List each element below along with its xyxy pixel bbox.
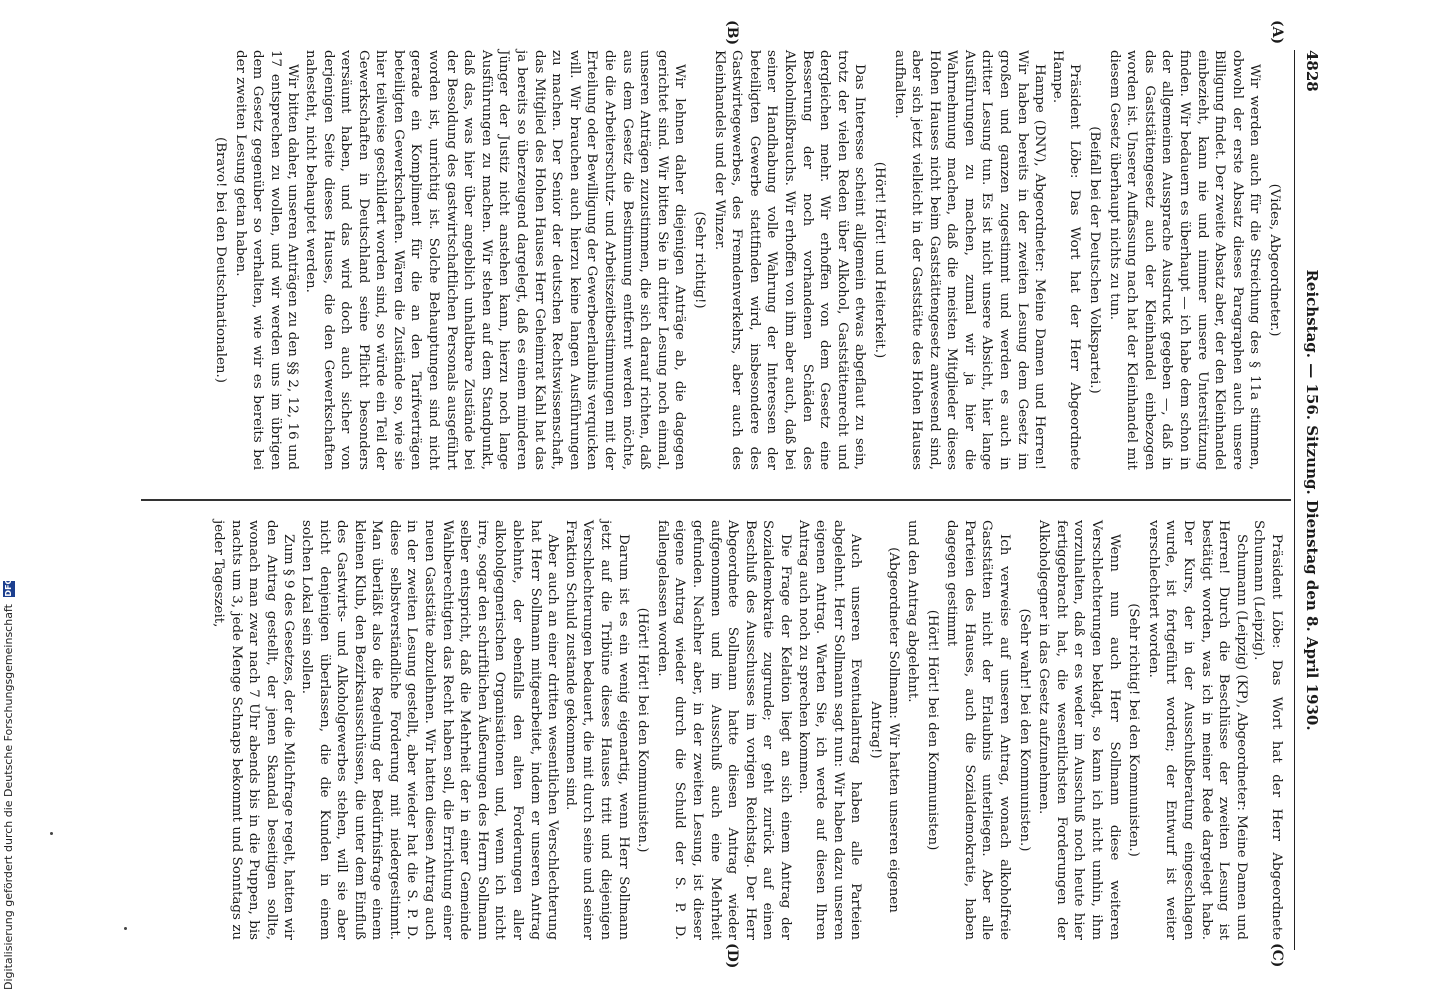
rotated-page-content bbox=[115, 20, 1325, 969]
president-line: Präsident Löbe: Das Wort hat der Herr Abgeordnete Hampe. bbox=[1049, 50, 1083, 470]
interjection: (Abgeordneter Sollmann: Wir hatten unseren eigenen Antrag!) bbox=[867, 547, 901, 913]
interjection: (Sehr wahr! bei den Kommunisten.) bbox=[1016, 608, 1032, 852]
interjection: (Bravo! bei den Deutschnationalen.) bbox=[212, 136, 228, 384]
paragraph: Zum § 9 des Gesetzes, der die Milchfrage regelt, hatten wir den Antrag gestellt, der jenen Skandal beseitigen sollte, wonach man zwar nach 7 Uhr abends bis in die Puppen, bis nachts um 3, jede Menge Schnaps bekommt und Sonntags zu jeder Tageszeit, bbox=[210, 520, 297, 940]
margin-marker-a: (A) bbox=[1269, 20, 1285, 45]
scan-speck bbox=[50, 832, 53, 835]
interjection: (Sehr richtig!) bbox=[692, 211, 707, 309]
paragraph: Das Interesse scheint allgemein etwas abgeflaut zu sein, trotz der vielen Reden über Alkohol, Gaststättenrecht und dergleichen mehr. Wir erhoffen von dem Gesetz eine Besserung der noch vorhandenen Schäden des Alkoholmißbrauchs. Wir erhoffen von ihm aber auch, daß bei seiner Handhabung volle Wahrung der Interessen der beteiligten Gewerbe stattfinden wird, insbesondere des Gastwirtegewerbes, des Fremdenverkehrs, aber auch des Kleinhandels und der Winzer. bbox=[711, 50, 868, 470]
speaker-continuation: (Vides, Abgeordneter.) bbox=[1267, 183, 1282, 337]
paragraph: Die Frage der Kelation liegt an sich einem Antrag der Sozialdemokratie zugrunde; er geht zurück auf einen Beschluß des Ausschusses im vorigen Reichstag. Der Herr Abgeordnete Sollmann hatte diesen Antrag wieder aufgenommen und im Ausschuß auch eine Mehrheit gefunden. Nachher aber, in der zweiten Lesung, ist dieser eigene Antrag wieder durch die Schuld der S. P. D. fallengelassen worden. bbox=[654, 520, 793, 940]
paragraph: Ich verweise auf unseren Antrag, wonach alkoholfreie Gaststätten nicht der Erlaubnis unterliegen. Aber alle Parteien des Hauses, auch die Sozialdemokratie, haben dagegen gestimmt bbox=[944, 520, 1013, 940]
paragraph: Darum ist es ein wenig eigenartig, wenn Herr Sollmann jetzt auf die Tribüne dieses Hauses tritt und diejenigen Verschlechterungen bedauert, die mit durch seine und seiner Fraktion Schuld zustande gekommen sind. bbox=[562, 520, 631, 940]
right-column bbox=[209, 520, 1285, 940]
paragraph: Wir lehnen daher diejenigen Anträge ab, die dagegen gerichtet sind. Wir bitten Sie in dritter Lesung noch einmal, unseren Anträgen zuzustimmen, die sich darauf richten, daß aus dem Gesetz die Bestimmung entfernt werden möchte, die die Arbeiterschutz- und Arbeitszeitbestimmungen mit der Erteilung oder Bewilligung der Gewerbeerlaubnis verquicken will. Wir brauchen auch hierzu keine langen Ausführungen zu machen. Der Senior der deutschen Rechtswissenschaft, das Mitglied des Hohen Hauses Herr Geheimrat Kahl hat das ja bereits so überzeugend dargelegt, daß es einem minderen Jünger der Justiz nicht anstehen kann, hierzu noch lange Ausführungen zu machen. Wir stehen auf dem Standpunkt, daß das, was hier über angeblich unhaltbare Zustände bei der Besoldung des gastwirtschaftlichen Personals ausgeführt worden ist, unrichtig ist. Solche Behauptungen sind nicht gerade ein Kompliment für die an den Tarifverträgen beteiligten Gewerkschaften. Wären die Zustände so, wie sie hier teilweise geschildert worden sind, so würde ein Teil der Gewerkschaften in Deutschland seine Pflicht besonders versäumt haben, und das wird doch auch sicher von derjenigen Seite dieses Hauses, die den Gewerkschaften nahesteht, nicht behauptet werden. bbox=[302, 50, 688, 470]
digitization-note bbox=[2, 560, 20, 990]
left-column bbox=[209, 50, 1285, 470]
interjection: (Hört! Hört! bei den Kommunisten) bbox=[924, 609, 940, 851]
column-divider bbox=[141, 499, 1291, 501]
paragraph: Aber auch an einer dritten wesentlichen Verschlechterung hat Herr Sollmann mitgearbeitet, indem er unseren Antrag ablehnte, der ebenfalls den alten Forderungen aller alkoholgegnerischen Organisationen und, wenn ich nicht irre, sogar den schriftlichen Äußerungen des Herrn Sollmann selber entspricht, daß die Mehrheit der in einer Gemeinde Wahlberechtigten das Recht haben soll, die Errichtung einer neuen Gaststätte abzulehnen. Wir hatten diesen Antrag auch in der zweiten Lesung gestellt, aber wieder hat die S. P. D. diese selbstverständliche Forderung mit niedergestimmt. Man überläßt also die Regelung der Bedürfnisfrage einem kleinen Klub, den Bezirksausschüssen, die unter dem Einfluß des Gastwirts- und Alkoholgewerbes stehen, will sie aber nicht denjenigen überlassen, die die Kunden in einem solchen Lokal sein sollen. bbox=[298, 520, 561, 940]
digitization-text: Digitalisierung gefördert durch die Deutsche Forschungsgemeinschaft bbox=[2, 604, 15, 990]
margin-marker-d: (D) bbox=[724, 943, 740, 969]
paragraph: und den Antrag abgelehnt. bbox=[905, 520, 921, 703]
paragraph: Auch unseren Eventualantrag haben alle Parteien abgelehnt. Herr Sollmann sagt nun: Wir haben dazu unseren eigenen Antrag. Warten Sie, ich werde auf diesen Ihren Antrag auch noch zu sprechen kommen. bbox=[795, 520, 864, 940]
dfg-logo-icon: DFG bbox=[4, 577, 13, 597]
scan-speck bbox=[124, 927, 127, 930]
paragraph: Wir bitten daher, unseren Anträgen zu den §§ 2, 12, 16 und 17 entsprechen zu wollen, und wir werden uns im übrigen dem Gesetz gegenüber so verhalten, wie wir es bereits bei der zweiten Lesung getan haben. bbox=[232, 50, 301, 470]
interjection: (Hört! Hört! und Heiterkeit.) bbox=[871, 161, 887, 359]
page-number: 4828 bbox=[1303, 50, 1321, 92]
interjection: (Beifall bei der Deutschen Volkspartei.) bbox=[1087, 126, 1103, 394]
margin-marker-c: (C) bbox=[1269, 943, 1285, 968]
interjection: (Hört! Hört! bei den Kommunisten.) bbox=[635, 607, 651, 853]
page-header bbox=[1294, 50, 1325, 950]
interjection: (Sehr richtig! bei den Kommunisten.) bbox=[1126, 603, 1142, 857]
speech-paragraph: Hampe (DNV), Abgeordneter: Meine Damen und Herren! Wir haben bereits in der zweiten Lesung dem Gesetz im großen und ganzen zugestimmt und werden es auch in dritter Lesung tun. Es ist nicht unsere Absicht, hier lange Ausführungen zu machen, zumal wir ja hier die Wahrnehmung machen, daß die meisten Mitglieder dieses Hohen Hauses nicht beim Gaststättengesetz anwesend sind, aber sich jetzt vielleicht in der Gaststätte des Hohen Hauses aufhalten. bbox=[891, 50, 1048, 470]
speech-paragraph: Schumann (Leipzig) (KP), Abgeordneter: Meine Damen und Herren! Durch die Beschlüsse der zweiten Lesung ist bestätigt worden, was ich in meiner Rede dargelegt habe. Der Kurs, der in der Ausschußberatung eingeschlagen wurde, ist fortgeführt worden; der Entwurf ist weiter verschlechtert worden. bbox=[1145, 520, 1249, 940]
page-title: Reichstag. — 156. Sitzung. Dienstag den 8. April 1930. bbox=[1303, 269, 1321, 731]
paragraph: Wir werden auch für die Streichung des § 11a stimmen, obwohl der erste Absatz dieses Paragraphen auch unsere Billigung findet. Der zweite Absatz aber, der den Kleinhandel einbezieht, kann nie und nimmer unsere Unterstützung finden. Wir bedauern es überhaupt — ich habe dem schon in der allgemeinen Aussprache Ausdruck gegeben —, daß in das Gaststättengesetz auch der Kleinhandel einbezogen worden ist. Unserer Auffassung nach hat der Kleinhandel mit diesem Gesetz überhaupt nichts zu tun. bbox=[1106, 50, 1263, 470]
president-line: Präsident Löbe: Das Wort hat der Herr Abgeordnete Schumann (Leipzig). bbox=[1251, 520, 1284, 940]
paragraph: Wenn nun auch Herr Sollmann diese weiteren Verschlechterungen beklagt, so kann ich nicht umhin, ihm vorzuhalten, daß er es weder im Ausschuß noch heute hier fertiggebracht hat, die wesentlichsten Forderungen der Alkoholgegner in das Gesetz aufzunehmen. bbox=[1036, 520, 1122, 940]
margin-marker-b: (B) bbox=[724, 20, 740, 46]
